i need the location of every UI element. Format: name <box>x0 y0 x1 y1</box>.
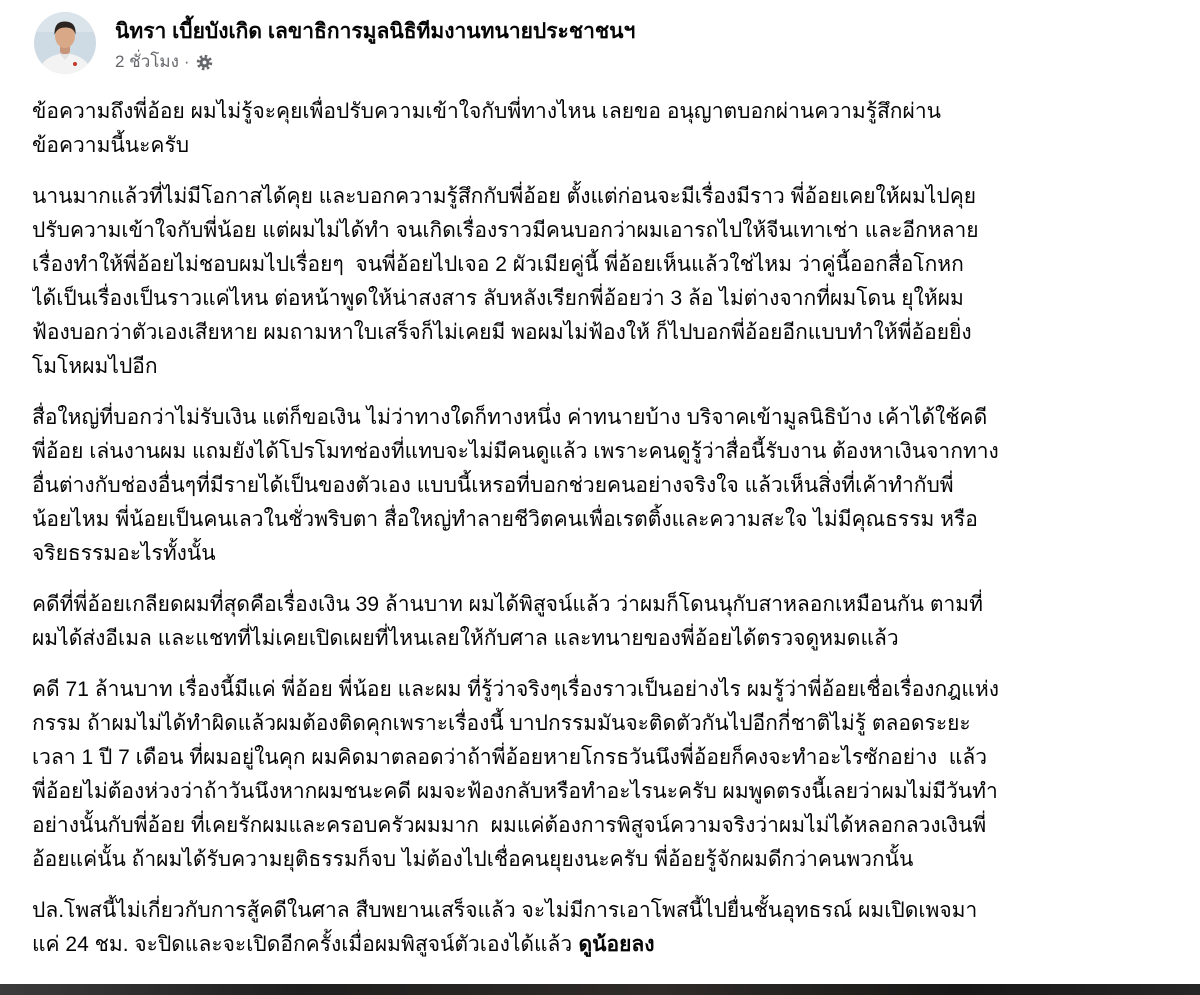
text-line-content: พี่อ้อย เล่นงานผม แถมยังได้โปรโมทช่องที่แทบจะไม่มีคนดูแล้ว เพราะคนดูรู้ว่าสื่อนี้รับงาน ต้องหาเงินจากทาง <box>32 440 999 463</box>
text-line <box>32 707 1185 741</box>
text-line <box>32 741 1185 775</box>
post-paragraph <box>32 180 1185 384</box>
text-line <box>32 95 1185 129</box>
avatar-photo <box>34 12 96 74</box>
text-line-content: อ้อยแค่นั้น ถ้าผมได้รับความยุติธรรมก็จบ ไม่ต้องไปเชื่อคนยุยงนะครับ พี่อ้อยรู้จักผมดีกว่าคนพวกนั้น <box>32 848 914 871</box>
text-line-content: น้อยไหม พี่น้อยเป็นคนเลวในชั่วพริบตา สื่อใหญ่ทำลายชีวิตคนเพื่อเรตติ้งและความสะใจ ไม่มีคุณธรรม หรือ <box>32 508 978 531</box>
text-line-content: ฟ้องบอกว่าตัวเองเสียหาย ผมถามหาใบเสร็จก็ไม่เคยมี พอผมไม่ฟ้องให้ ก็ไปบอกพี่อ้อยอีกแบบทำให้พี่อ้อยยิ่ง <box>32 321 972 344</box>
text-line-content: เวลา 1 ปี 7 เดือน ที่ผมอยู่ในคุก ผมคิดมาตลอดว่าถ้าพี่อ้อยหายโกรธวันนึงพี่อ้อยก็คงจะทำอะไรซักอย่าง แล้ว <box>32 746 987 769</box>
post-paragraph <box>32 95 1185 163</box>
text-line-content: ข้อความถึงพี่อ้อย ผมไม่รู้จะคุยเพื่อปรับความเข้าใจกับพี่ทางไหน เลยขอ อนุญาตบอกผ่านความรู้สึกผ่าน <box>32 100 941 123</box>
text-line-content: ได้เป็นเรื่องเป็นราวแค่ไหน ต่อหน้าพูดให้น่าสงสาร ลับหลังเรียกพี่อ้อยว่า 3 ล้อ ไม่ต่างจากที่ผมโดน ยุให้ผม <box>32 287 964 310</box>
author-name[interactable]: นิทรา เบี้ยบังเกิด เลขาธิการมูลนิธิทีมงานทนายประชาชนฯ <box>115 20 636 43</box>
text-line <box>32 469 1185 503</box>
post-paragraph <box>32 894 1185 962</box>
post-image[interactable] <box>0 984 1200 995</box>
post-paragraph <box>32 401 1185 571</box>
text-line <box>32 316 1185 350</box>
text-line-content: คดี 71 ล้านบาท เรื่องนี้มีแค่ พี่อ้อย พี่น้อย และผม ที่รู้ว่าจริงๆเรื่องราวเป็นอย่างไร ผมรู้ว่าพี่อ้อยเชื่อเรื่องกฎแห่ง <box>32 678 999 701</box>
text-line-content: ผมได้ส่งอีเมล และแชทที่ไม่เคยเปิดเผยที่ไหนเลยให้กับศาล และทนายของพี่อ้อยได้ตรวจดูหมดแล้ว <box>32 627 899 650</box>
post-paragraph <box>32 673 1185 877</box>
text-line-content: แค่ 24 ชม. จะปิดและจะเปิดอีกครั้งเมื่อผมพิสูจน์ตัวเองได้แล้ว <box>32 933 573 956</box>
text-line <box>32 180 1185 214</box>
text-line <box>32 214 1185 248</box>
text-line <box>32 350 1185 384</box>
text-line <box>32 282 1185 316</box>
post-paragraph <box>32 588 1185 656</box>
text-line-content: คดีที่พี่อ้อยเกลียดผมที่สุดคือเรื่องเงิน 39 ล้านบาท ผมได้พิสูจน์แล้ว ว่าผมก็โดนนุกับสาหลอกเหมือนกัน ตามที่ <box>32 593 983 616</box>
gear-icon[interactable] <box>196 54 213 71</box>
text-line-content: ปรับความเข้าใจกับพี่น้อย แต่ผมไม่ได้ทำ จนเกิดเรื่องราวมีคนบอกว่าผมเอารถไปให้จีนเทาเช่า และอีกหลาย <box>32 219 979 242</box>
text-line-content: นานมากแล้วที่ไม่มีโอกาสได้คุย และบอกความรู้สึกกับพี่อ้อย ตั้งแต่ก่อนจะมีเรื่องมีราว พี่อ้อยเคยให้ผมไปคุย <box>32 185 977 208</box>
text-line-content: โมโหผมไปอีก <box>32 355 158 378</box>
text-line-content: กรรม ถ้าผมไม่ได้ทำผิดแล้วผมต้องติดคุกเพราะเรื่องนี้ บาปกรรมมันจะติดตัวกันไปอีกกี่ชาติไม่รู้ ตลอดระยะ <box>32 712 971 735</box>
text-line-content: ข้อความนี้นะครับ <box>32 134 190 157</box>
meta-separator: · <box>183 52 190 71</box>
text-line <box>32 809 1185 843</box>
post-timestamp[interactable]: 2 ชั่วโมง <box>115 52 179 71</box>
text-line <box>32 503 1185 537</box>
text-line-content: อื่นต่างกับช่องอื่นๆที่มีรายได้เป็นของตัวเอง แบบนี้เหรอที่บอกช่วยคนอย่างจริงใจ แล้วเห็นสิ่งที่เค้าทำกับพี่ <box>32 474 954 497</box>
text-line <box>32 129 1185 163</box>
text-line <box>32 775 1185 809</box>
text-line <box>32 894 1185 928</box>
post-meta <box>115 50 213 74</box>
text-line <box>32 537 1185 571</box>
text-line <box>32 435 1185 469</box>
text-line-content: ปล.โพสนี้ไม่เกี่ยวกับการสู้คดีในศาล สืบพยานเสร็จแล้ว จะไม่มีการเอาโพสนี้ไปยื่นชั้นอุทธรณ์ ผมเปิดเพจมา <box>32 899 978 922</box>
text-line-content: จริยธรรมอะไรทั้งนั้น <box>32 542 216 565</box>
text-line <box>32 622 1185 656</box>
text-line <box>32 673 1185 707</box>
text-line <box>32 843 1185 877</box>
text-line-content: พี่อ้อยไม่ต้องห่วงว่าถ้าวันนึงหากผมชนะคดี ผมจะฟ้องกลับหรือทำอะไรนะครับ ผมพูดตรงนี้เลยว่าผมไม่มีวันทำ <box>32 780 998 803</box>
text-line <box>32 248 1185 282</box>
avatar[interactable] <box>34 12 96 74</box>
text-line <box>32 928 1185 962</box>
text-line-content: สื่อใหญ่ที่บอกว่าไม่รับเงิน แต่ก็ขอเงิน ไม่ว่าทางใดก็ทางหนึ่ง ค่าทนายบ้าง บริจาคเข้ามูลนิธิบ้าง เค้าได้ใช้คดี <box>32 406 988 429</box>
text-line <box>32 401 1185 435</box>
text-line <box>32 588 1185 622</box>
text-line-content: เรื่องทำให้พี่อ้อยไม่ชอบผมไปเรื่อยๆ จนพี่อ้อยไปเจอ 2 ผัวเมียคู่นี้ พี่อ้อยเห็นแล้วใช่ไหม ว่าคู่นี้ออกสื่อโกหก <box>32 253 964 276</box>
post-text <box>32 95 1185 979</box>
text-line-content: อย่างนั้นกับพี่อ้อย ที่เคยรักผมและครอบครัวผมมาก ผมแค่ต้องการพิสูจน์ความจริงว่าผมไม่ได้หลอกลวงเงินพี่ <box>32 814 987 837</box>
see-less-link[interactable]: ดูน้อยลง <box>578 933 655 956</box>
